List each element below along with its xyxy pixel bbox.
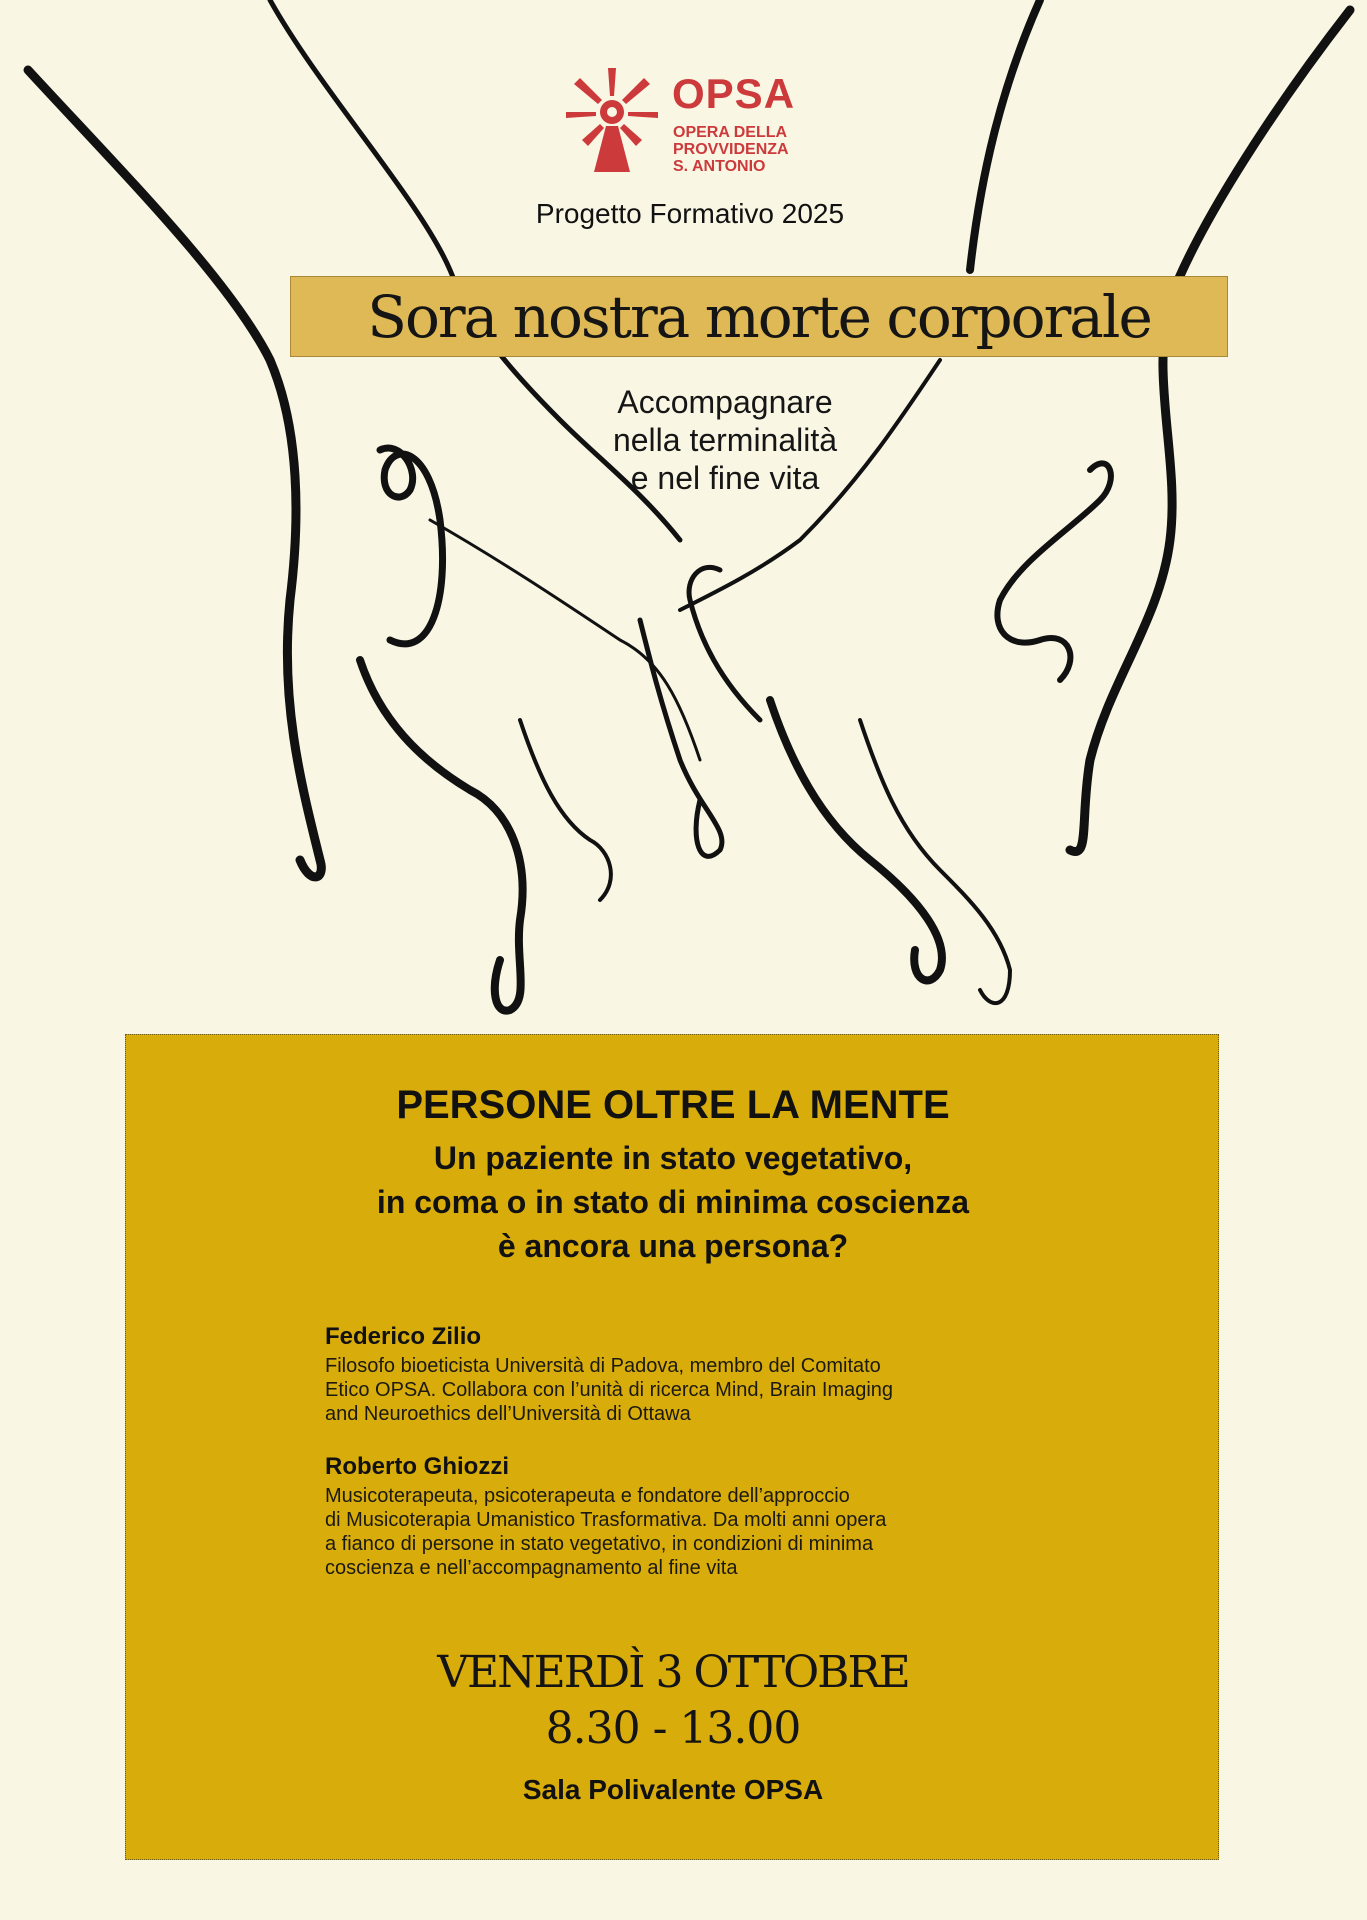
speaker-name: Roberto Ghiozzi bbox=[325, 1453, 509, 1480]
opsa-logo bbox=[566, 68, 826, 178]
event-time: 8.30 - 13.00 bbox=[545, 1703, 801, 1754]
speaker-block bbox=[325, 1323, 1085, 1426]
subtitle-line: nella terminalità bbox=[612, 422, 838, 458]
logo-subtitle bbox=[673, 124, 833, 175]
speaker-bio-line: coscienza e nell’accompagnamento al fine vita bbox=[325, 1557, 738, 1579]
subtitle bbox=[540, 383, 910, 497]
event-info-box bbox=[125, 1034, 1219, 1860]
event-date: VENERDÌ 3 OTTOBRE bbox=[437, 1647, 909, 1698]
speaker-bio-line: Musicoterapeuta, psicoterapeuta e fondatore dell’approccio bbox=[325, 1485, 850, 1507]
event-question-line: in coma o in stato di minima coscienza bbox=[376, 1184, 970, 1220]
event-question-line: Un paziente in stato vegetativo, bbox=[433, 1140, 913, 1176]
logo-subtitle-line: S. ANTONIO bbox=[673, 158, 766, 175]
speaker-bio-line: di Musicoterapia Umanistico Trasformativa. Da molti anni opera bbox=[325, 1509, 887, 1531]
project-label: Progetto Formativo 2025 bbox=[535, 198, 845, 229]
main-title: Sora nostra morte corporale bbox=[367, 283, 1151, 351]
event-venue: Sala Polivalente OPSA bbox=[522, 1774, 824, 1805]
sun-cross-logo-icon bbox=[566, 68, 658, 172]
event-title: PERSONE OLTRE LA MENTE bbox=[396, 1083, 950, 1127]
speaker-name: Federico Zilio bbox=[325, 1323, 482, 1350]
subtitle-line: e nel fine vita bbox=[630, 460, 820, 496]
subtitle-line: Accompagnare bbox=[617, 384, 833, 420]
speaker-bio-line: Filosofo bioeticista Università di Padova, membro del Comitato bbox=[325, 1355, 881, 1377]
logo-subtitle-line: PROVVIDENZA bbox=[673, 141, 789, 158]
speaker-block bbox=[325, 1453, 1085, 1580]
event-question-line: è ancora una persona? bbox=[497, 1228, 849, 1264]
speaker-bio-line: a fianco di persone in stato vegetativo, in condizioni di minima bbox=[325, 1533, 874, 1555]
speaker-bio-line: and Neuroethics dell’Università di Ottawa bbox=[325, 1403, 691, 1425]
event-question bbox=[126, 1136, 1220, 1268]
logo-subtitle-line: OPERA DELLA bbox=[673, 124, 788, 141]
title-band bbox=[290, 276, 1228, 357]
logo-name: OPSA bbox=[672, 70, 796, 117]
speaker-bio bbox=[325, 1354, 1085, 1426]
speaker-bio bbox=[325, 1484, 1085, 1580]
speaker-bio-line: Etico OPSA. Collabora con l’unità di ricerca Mind, Brain Imaging bbox=[325, 1379, 894, 1401]
